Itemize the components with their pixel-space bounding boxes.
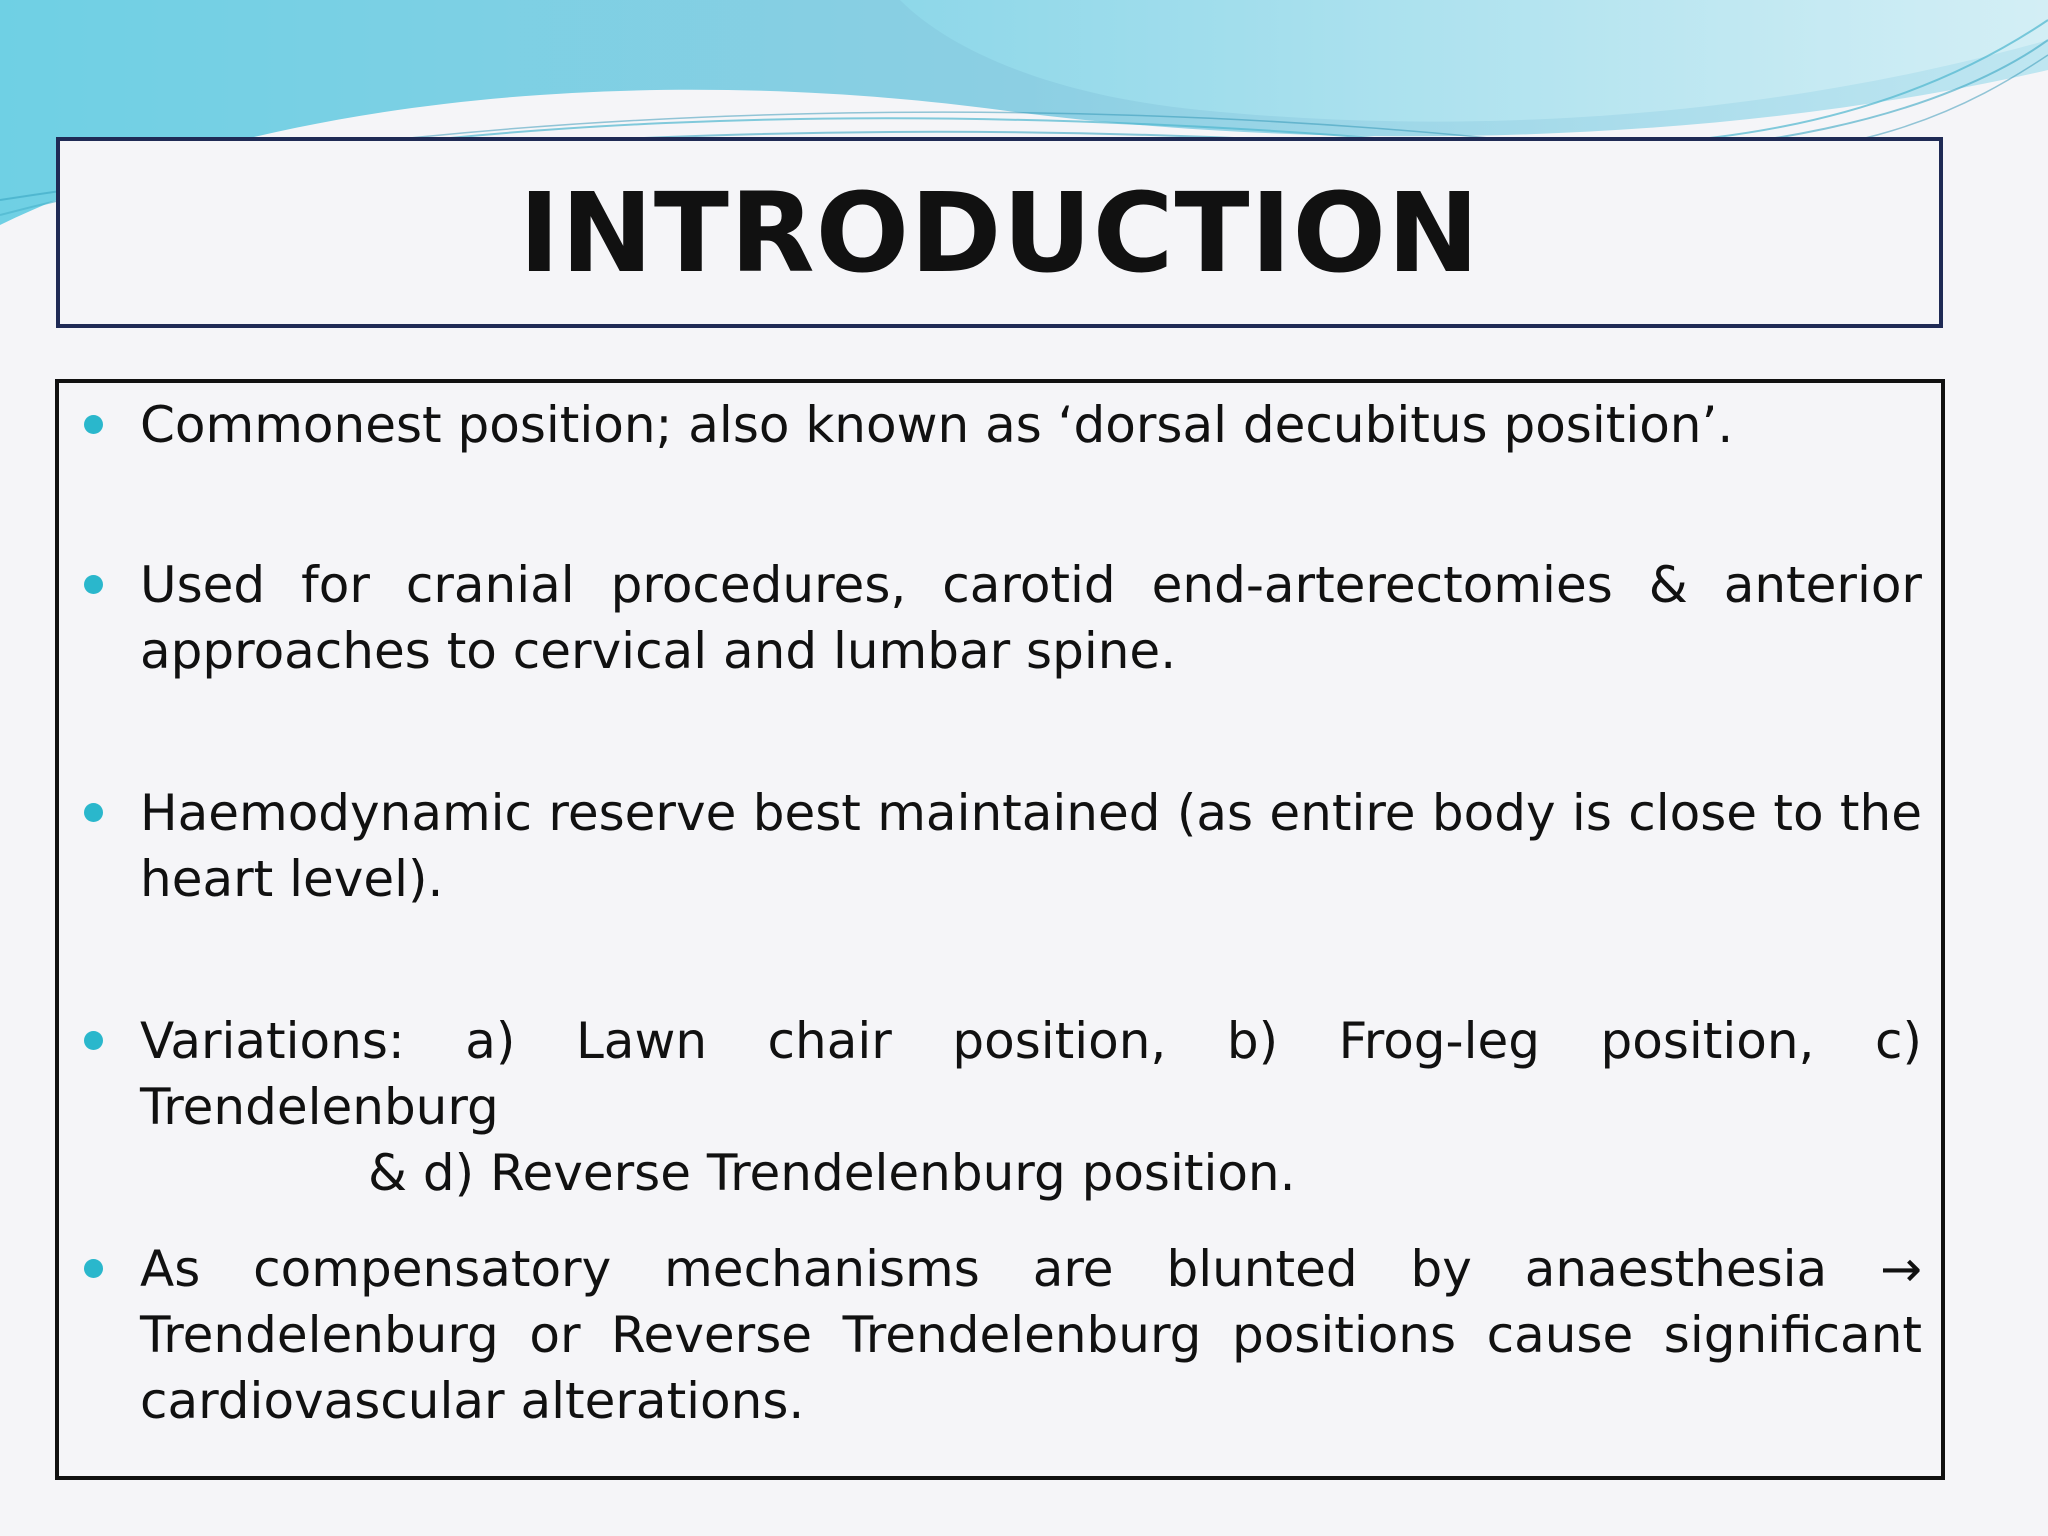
bullet-text: Haemodynamic reserve best maintained (as entire body is close to the heart level). — [140, 784, 1922, 908]
bullet-dot-icon — [84, 1259, 103, 1278]
bullet-dot-icon — [84, 415, 103, 434]
bullet-dot-icon — [84, 803, 103, 822]
bullet-text: As compensatory mechanisms are blunted by anaesthesia → Trendelenburg or Reverse Trendelenburg positions cause significant cardiovascular alterations. — [140, 1240, 1922, 1430]
bullet-text: Used for cranial procedures, carotid end-arterectomies & anterior approaches to cervical and lumbar spine. — [140, 556, 1922, 680]
slide-title: INTRODUCTION — [518, 168, 1481, 297]
bullet-dot-icon — [84, 1031, 103, 1050]
bullet-text — [140, 1008, 1922, 1206]
title-box — [56, 137, 1943, 328]
bullet-text-line: Variations: a) Lawn chair position, b) Frog-leg position, c) Trendelenburg — [140, 1012, 1922, 1136]
bullet-text: Commonest position; also known as ‘dorsal decubitus position’. — [140, 396, 1734, 454]
bullet-text-line-indented: & d) Reverse Trendelenburg position. — [368, 1144, 1296, 1202]
bullet-dot-icon — [84, 575, 103, 594]
